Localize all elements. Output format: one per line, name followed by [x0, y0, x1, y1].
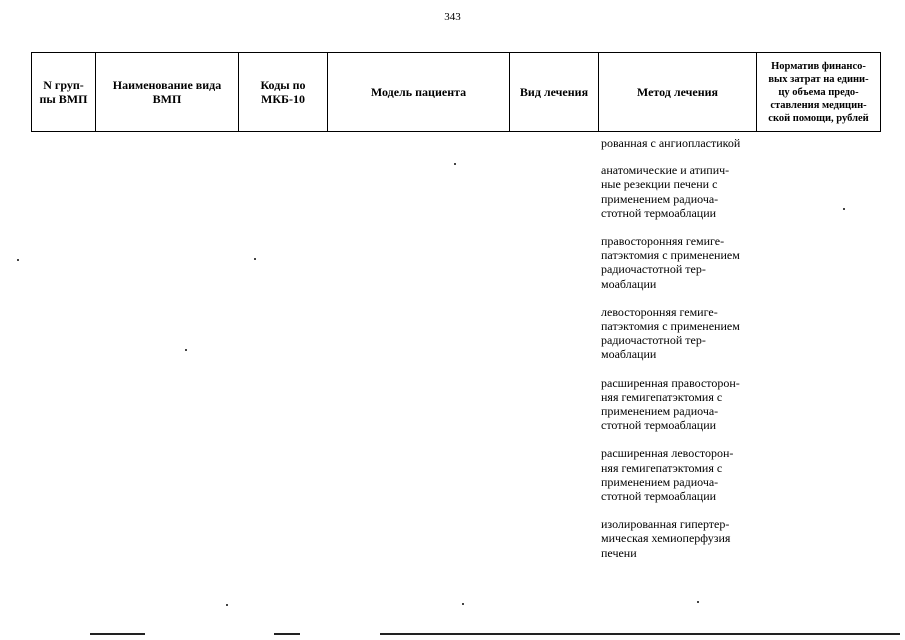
method-item: расширенная левосторон- няя гемигепатэктомия с применением радиоча- стотной термоаблации — [601, 446, 734, 504]
header-group-number: N груп- пы ВМП — [32, 53, 96, 132]
scan-edge-line — [90, 633, 145, 635]
scan-speck — [843, 208, 845, 210]
table-header — [31, 52, 881, 132]
header-patient-model: Модель пациента — [328, 53, 510, 132]
header-treatment-type: Вид лечения — [510, 53, 599, 132]
scan-speck — [17, 259, 19, 261]
method-item: изолированная гипертер- мическая хемиоперфузия печени — [601, 517, 731, 560]
scan-speck — [454, 163, 456, 165]
method-item: правосторонняя гемиге- патэктомия с применением радиочастотной тер- моаблации — [601, 234, 740, 291]
method-item: анатомические и атипич- ные резекции печени с применением радиоча- стотной термоаблации — [601, 163, 730, 220]
scan-speck — [462, 603, 464, 605]
scan-edge-line — [380, 633, 900, 635]
header-cost-norm: Норматив финансо- вых затрат на едини- цу объема предо- ставления медицин- ской помощи, рублей — [757, 53, 881, 132]
scan-speck — [185, 349, 187, 351]
scan-edge-line — [274, 633, 300, 635]
method-item: рованная с ангиопластикой — [601, 136, 741, 150]
method-item: расширенная правосторон- няя гемигепатэктомия с применением радиоча- стотной термоаблации — [601, 375, 740, 433]
scan-speck — [226, 604, 228, 606]
scan-speck — [254, 258, 256, 260]
header-icd-codes: Коды по МКБ-10 — [239, 53, 328, 132]
page-number: 343 — [444, 11, 461, 23]
scan-speck — [697, 601, 699, 603]
method-item: левосторонняя гемиге- патэктомия с применением радиочастотной тер- моаблации — [601, 304, 740, 362]
header-vmp-name: Наименование вида ВМП — [96, 53, 239, 132]
treatment-method-list — [601, 136, 761, 574]
header-treatment-method: Метод лечения — [599, 53, 757, 132]
